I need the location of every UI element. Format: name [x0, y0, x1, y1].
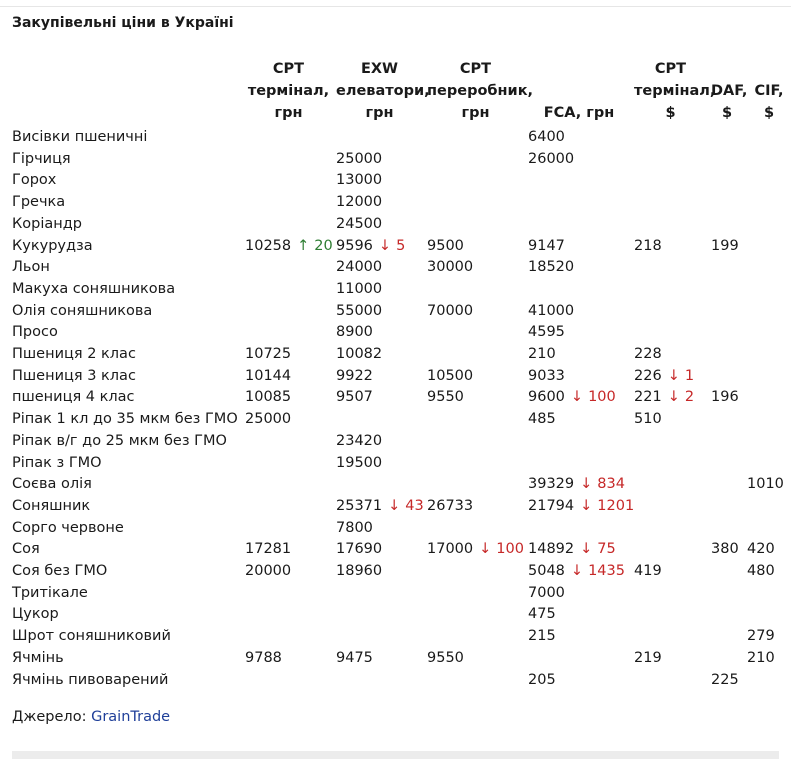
product-name: Гречка: [12, 194, 66, 211]
price-cell: 19500: [336, 454, 383, 471]
price-cell: [743, 192, 791, 214]
change-value: 5: [396, 237, 406, 254]
table-row: [8, 409, 791, 431]
price-cell: 9507: [336, 389, 373, 406]
price-cell: 199: [711, 237, 739, 254]
table-row: [8, 279, 791, 301]
product-name: Льон: [12, 259, 50, 276]
price-cell: [423, 344, 524, 366]
arrow-down-icon: ↓: [667, 389, 680, 406]
price-cell: [630, 257, 707, 279]
price-cell: [241, 127, 332, 149]
product-name: Гірчиця: [12, 150, 71, 167]
price-cell: 9033: [528, 367, 565, 384]
product-name: Соняшник: [12, 497, 91, 514]
bottom-bar: [12, 751, 779, 759]
price-cell: [423, 561, 524, 583]
price-cell: [423, 583, 524, 605]
price-cell: [707, 366, 743, 388]
table-row: [8, 518, 791, 540]
product-name: Сорго червоне: [12, 519, 124, 536]
price-cell: 13000: [336, 172, 383, 189]
source-link[interactable]: GrainTrade: [91, 709, 171, 725]
price-cell: [743, 236, 791, 258]
price-cell: 380: [711, 541, 739, 558]
price-cell: 10082: [336, 346, 383, 363]
price-cell: [630, 539, 707, 561]
price-cell: [707, 149, 743, 171]
price-cell: 9550: [427, 389, 464, 406]
price-cell: [743, 604, 791, 626]
table-row: [8, 344, 791, 366]
price-value: 25371: [336, 497, 383, 514]
price-cell: [524, 279, 630, 301]
table-row: [8, 604, 791, 626]
price-cell: 225: [711, 671, 739, 688]
price-cell: 7000: [528, 584, 565, 601]
price-cell: [707, 409, 743, 431]
price-cell: [524, 539, 630, 561]
arrow-down-icon: ↓: [580, 497, 593, 514]
price-value: 9600: [528, 389, 565, 406]
change-value: 834: [597, 476, 625, 493]
table-header-row: [8, 58, 791, 127]
price-cell: 480: [747, 563, 775, 580]
price-change: [580, 498, 634, 514]
price-value: 226: [634, 367, 662, 384]
product-name: Олія соняшникова: [12, 302, 153, 319]
table-row: [8, 214, 791, 236]
price-cell: [524, 192, 630, 214]
price-cell: [241, 279, 332, 301]
price-cell: [630, 583, 707, 605]
price-cell: 4595: [528, 324, 565, 341]
price-change: [580, 541, 616, 557]
price-cell: 10085: [245, 389, 292, 406]
price-cell: 1010: [747, 476, 784, 493]
price-cell: 6400: [528, 129, 565, 145]
product-name: Висівки пшеничні: [12, 129, 148, 145]
price-cell: [241, 236, 332, 258]
price-cell: 279: [747, 628, 775, 645]
price-cell: [630, 518, 707, 540]
price-cell: [743, 453, 791, 475]
table-row: [8, 322, 791, 344]
prices-table: [8, 58, 791, 691]
price-cell: [707, 496, 743, 518]
price-cell: 10725: [245, 346, 292, 363]
price-cell: [630, 127, 707, 149]
price-cell: [332, 496, 423, 518]
product-name: Коріандр: [12, 215, 82, 232]
price-cell: [423, 474, 524, 496]
table-row: [8, 474, 791, 496]
arrow-down-icon: ↓: [580, 541, 593, 558]
change-value: 1: [684, 367, 695, 384]
price-cell: [423, 431, 524, 453]
price-cell: 70000: [427, 302, 474, 319]
price-cell: [630, 496, 707, 518]
price-cell: [241, 496, 332, 518]
price-cell: [423, 170, 524, 192]
price-cell: 11000: [336, 280, 383, 297]
price-cell: [743, 301, 791, 323]
table-row: [8, 257, 791, 279]
price-cell: [630, 431, 707, 453]
product-name: Просо: [12, 324, 58, 341]
price-cell: [743, 279, 791, 301]
change-value: 2: [684, 389, 695, 406]
table-body: [8, 127, 791, 691]
change-value: 100: [496, 541, 524, 558]
source-line: [12, 709, 170, 725]
price-cell: [524, 648, 630, 670]
price-cell: [423, 670, 524, 692]
source-label: Джерело:: [12, 709, 87, 725]
price-cell: [707, 170, 743, 192]
price-cell: [707, 648, 743, 670]
price-cell: [241, 301, 332, 323]
table-row: [8, 561, 791, 583]
change-value: 1201: [597, 497, 635, 514]
table-row: [8, 539, 791, 561]
table-row: [8, 192, 791, 214]
price-cell: 25000: [245, 411, 292, 428]
product-name: Пшениця 3 клас: [12, 367, 136, 384]
price-cell: [630, 453, 707, 475]
price-cell: [423, 149, 524, 171]
price-cell: [707, 127, 743, 149]
price-cell: 12000: [336, 194, 383, 211]
price-cell: [707, 453, 743, 475]
product-name: Горох: [12, 172, 57, 189]
table-row: [8, 366, 791, 388]
price-value: 39329: [528, 476, 575, 493]
price-cell: [743, 149, 791, 171]
price-cell: [743, 257, 791, 279]
price-cell: [630, 604, 707, 626]
table-row: [8, 670, 791, 692]
price-value: 17000: [427, 541, 474, 558]
table-row: [8, 648, 791, 670]
change-value: 100: [588, 389, 616, 406]
price-cell: [743, 409, 791, 431]
price-cell: [743, 127, 791, 149]
page-title: Закупівельні ціни в Україні: [12, 15, 234, 31]
price-cell: [707, 344, 743, 366]
price-cell: [241, 192, 332, 214]
product-name: Кукурудза: [12, 237, 93, 254]
price-cell: [630, 626, 707, 648]
price-cell: [707, 583, 743, 605]
price-cell: [423, 127, 524, 149]
price-cell: 485: [528, 411, 556, 428]
price-cell: [743, 496, 791, 518]
price-cell: [743, 431, 791, 453]
product-name: Ріпак з ГМО: [12, 454, 102, 471]
price-cell: [524, 518, 630, 540]
table-row: [8, 127, 791, 149]
price-cell: [524, 496, 635, 518]
price-cell: [423, 214, 524, 236]
table-row: [8, 626, 791, 648]
arrow-down-icon: ↓: [667, 367, 680, 384]
price-cell: 510: [634, 411, 662, 428]
price-cell: [743, 670, 791, 692]
price-cell: [707, 561, 743, 583]
price-cell: [707, 474, 743, 496]
top-divider: [0, 6, 791, 7]
arrow-down-icon: ↓: [388, 497, 401, 514]
price-cell: [332, 236, 423, 258]
header-product: [8, 58, 241, 127]
header-exw-elevators-uah: EXW елеватори, грн: [336, 61, 430, 121]
price-cell: [423, 322, 524, 344]
price-cell: [707, 301, 743, 323]
price-cell: 26000: [528, 150, 575, 167]
price-cell: [241, 431, 332, 453]
price-cell: [707, 192, 743, 214]
price-cell: [630, 322, 707, 344]
price-cell: [630, 149, 707, 171]
price-cell: 23420: [336, 432, 383, 449]
price-cell: [743, 322, 791, 344]
price-value: 21794: [528, 497, 575, 514]
price-cell: 9550: [427, 649, 464, 666]
price-change: [571, 563, 625, 579]
price-cell: 9922: [336, 367, 373, 384]
table-row: [8, 583, 791, 605]
price-cell: 419: [634, 563, 662, 580]
table-row: [8, 431, 791, 453]
price-cell: [707, 257, 743, 279]
price-cell: [743, 583, 791, 605]
product-name: Соєва олія: [12, 476, 92, 493]
price-cell: 17281: [245, 541, 292, 558]
price-cell: 25000: [336, 150, 383, 167]
price-cell: 30000: [427, 259, 474, 276]
product-name: Ріпак в/г до 25 мкм без ГМО: [12, 432, 227, 449]
price-cell: [707, 322, 743, 344]
price-cell: 9475: [336, 649, 373, 666]
price-cell: 196: [711, 389, 739, 406]
price-cell: [630, 387, 707, 409]
price-cell: [707, 431, 743, 453]
product-name: Шрот соняшниковий: [12, 628, 171, 645]
header-cpt-terminal-uah: CPT термінал, грн: [247, 61, 330, 121]
product-name: Ячмінь: [12, 649, 64, 666]
price-cell: 26733: [427, 497, 474, 514]
price-cell: [423, 518, 524, 540]
price-cell: [241, 257, 332, 279]
price-cell: [630, 279, 707, 301]
price-cell: [524, 431, 630, 453]
table-row: [8, 453, 791, 475]
product-name: Макуха соняшникова: [12, 280, 176, 297]
header-cpt-terminal-usd: CPT термінал, $: [634, 61, 716, 121]
price-value: 5048: [528, 563, 565, 580]
price-value: 9596: [336, 237, 373, 254]
price-cell: 41000: [528, 302, 575, 319]
price-cell: [423, 539, 524, 561]
price-cell: 475: [528, 606, 556, 623]
price-cell: [630, 474, 707, 496]
price-cell: [423, 626, 524, 648]
price-change: [580, 476, 625, 492]
price-cell: [524, 474, 630, 496]
price-value: 221: [634, 389, 662, 406]
price-cell: 18520: [528, 259, 575, 276]
price-value: 14892: [528, 541, 575, 558]
price-cell: 210: [747, 649, 775, 666]
price-cell: [524, 453, 630, 475]
price-cell: [630, 301, 707, 323]
price-cell: [707, 518, 743, 540]
price-cell: [630, 214, 707, 236]
price-cell: 9500: [427, 237, 464, 254]
price-cell: [332, 583, 423, 605]
price-cell: [630, 670, 707, 692]
price-cell: [707, 604, 743, 626]
product-name: пшениця 4 клас: [12, 389, 135, 406]
price-change: [668, 389, 694, 405]
price-cell: 7800: [336, 519, 373, 536]
price-cell: [241, 453, 332, 475]
change-value: 75: [597, 541, 616, 558]
price-cell: 18960: [336, 563, 383, 580]
price-cell: [524, 214, 630, 236]
table-row: [8, 496, 791, 518]
arrow-down-icon: ↓: [479, 541, 492, 558]
change-value: 43: [405, 497, 424, 514]
price-cell: [332, 670, 423, 692]
price-cell: [332, 409, 423, 431]
price-change: [379, 238, 405, 254]
price-cell: [423, 604, 524, 626]
price-value: 10258: [245, 237, 292, 254]
price-cell: [332, 626, 423, 648]
price-cell: [241, 604, 332, 626]
price-cell: 24500: [336, 215, 383, 232]
price-cell: 9788: [245, 649, 282, 666]
price-cell: [241, 170, 332, 192]
table-row: [8, 170, 791, 192]
product-name: Ячмінь пивоварений: [12, 671, 169, 688]
price-cell: 215: [528, 628, 556, 645]
price-cell: 17690: [336, 541, 383, 558]
price-cell: [524, 387, 630, 409]
price-cell: [332, 127, 423, 149]
price-cell: 420: [747, 541, 775, 558]
price-cell: [241, 474, 332, 496]
product-name: Тритікале: [12, 584, 88, 601]
arrow-down-icon: ↓: [378, 237, 392, 254]
price-cell: [241, 214, 332, 236]
price-cell: [630, 192, 707, 214]
price-cell: [524, 561, 630, 583]
table-row: [8, 236, 791, 258]
price-cell: [241, 149, 332, 171]
price-cell: [630, 170, 707, 192]
price-cell: [743, 214, 791, 236]
product-name: Ріпак 1 кл до 35 мкм без ГМО: [12, 411, 238, 428]
price-cell: 218: [634, 237, 662, 254]
price-cell: [743, 344, 791, 366]
price-cell: [332, 604, 423, 626]
price-cell: [423, 279, 524, 301]
price-cell: 205: [528, 671, 556, 688]
price-cell: [423, 409, 524, 431]
arrow-down-icon: ↓: [570, 389, 584, 406]
change-value: 1435: [588, 563, 625, 580]
price-cell: [707, 626, 743, 648]
product-name: Соя без ГМО: [12, 563, 108, 580]
price-cell: [707, 214, 743, 236]
price-cell: [241, 670, 332, 692]
change-value: 20: [314, 237, 333, 254]
price-cell: 10144: [245, 367, 292, 384]
price-cell: 8900: [336, 324, 373, 341]
price-cell: 24000: [336, 259, 383, 276]
price-cell: [524, 170, 630, 192]
price-change: [571, 389, 616, 405]
header-cpt-processor-uah: CPT переробник, грн: [427, 61, 534, 121]
price-cell: [241, 322, 332, 344]
price-cell: 219: [634, 649, 662, 666]
product-name: Соя: [12, 541, 40, 558]
price-cell: [241, 518, 332, 540]
arrow-down-icon: ↓: [580, 476, 593, 493]
price-change: [668, 368, 694, 384]
table-row: [8, 387, 791, 409]
table-row: [8, 149, 791, 171]
price-change: [388, 498, 424, 514]
price-cell: [630, 366, 707, 388]
price-cell: 9147: [528, 237, 565, 254]
price-cell: [743, 518, 791, 540]
header-cif-usd: CIF, $: [754, 83, 784, 121]
product-name: Цукор: [12, 606, 59, 623]
product-name: Пшениця 2 клас: [12, 346, 136, 363]
price-cell: 10500: [427, 367, 474, 384]
price-cell: 55000: [336, 302, 383, 319]
price-cell: [332, 474, 423, 496]
price-cell: [707, 279, 743, 301]
price-cell: [423, 192, 524, 214]
price-cell: [241, 626, 332, 648]
header-daf-usd: DAF, $: [711, 83, 748, 121]
arrow-down-icon: ↓: [570, 563, 584, 580]
price-cell: 20000: [245, 563, 292, 580]
price-cell: [241, 583, 332, 605]
table-row: [8, 301, 791, 323]
price-change: [479, 541, 524, 557]
price-change: [297, 238, 333, 254]
price-cell: 228: [634, 346, 662, 363]
price-cell: [743, 170, 791, 192]
header-fca-uah: FCA, грн: [543, 105, 615, 121]
price-cell: [423, 453, 524, 475]
price-cell: [743, 387, 791, 409]
price-cell: [743, 366, 791, 388]
arrow-up-icon: ↑: [297, 237, 310, 254]
price-cell: 210: [528, 346, 556, 363]
